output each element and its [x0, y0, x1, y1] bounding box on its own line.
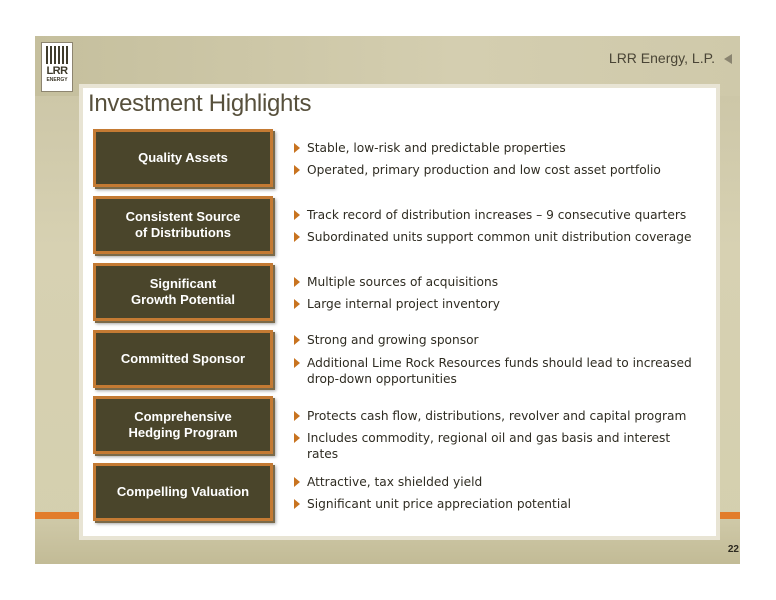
- bullet-item: [294, 332, 694, 348]
- company-name: LRR Energy, L.P.: [608, 50, 715, 66]
- logo-derrick-icon: [46, 46, 68, 64]
- bullet-item: [294, 408, 694, 424]
- bullet-arrow-icon: [294, 499, 300, 509]
- bullet-item: [294, 274, 694, 290]
- bullet-arrow-icon: [294, 358, 300, 368]
- bullet-text: Strong and growing sponsor: [307, 333, 479, 347]
- highlight-box-quality-assets: Quality Assets: [93, 129, 273, 187]
- bullet-text: Attractive, tax shielded yield: [307, 475, 483, 489]
- bullet-text: Multiple sources of acquisitions: [307, 275, 499, 289]
- bullet-text: Significant unit price appreciation potential: [307, 497, 572, 511]
- page-title: Investment Highlights: [88, 90, 312, 117]
- bullet-arrow-icon: [294, 210, 300, 220]
- bullet-text: Large internal project inventory: [307, 297, 500, 311]
- bullet-text: Subordinated units support common unit distribution coverage: [307, 230, 692, 244]
- bullet-item: [294, 474, 694, 490]
- bullet-item: [294, 296, 694, 312]
- bullet-arrow-icon: [294, 299, 300, 309]
- bullet-arrow-icon: [294, 411, 300, 421]
- bullet-text: Operated, primary production and low cost asset portfolio: [307, 163, 661, 177]
- bullet-item: [294, 207, 694, 223]
- bullet-text: Additional Lime Rock Resources funds should lead to increased drop-down opportunities: [307, 356, 692, 386]
- page-number: 22: [727, 544, 739, 555]
- triangle-left-icon: [724, 54, 732, 64]
- bullet-arrow-icon: [294, 335, 300, 345]
- bullet-item: [294, 430, 694, 462]
- bullet-arrow-icon: [294, 165, 300, 175]
- bullet-arrow-icon: [294, 277, 300, 287]
- bullet-arrow-icon: [294, 143, 300, 153]
- highlight-box-hedging-program: Comprehensive Hedging Program: [93, 396, 273, 454]
- highlight-box-committed-sponsor: Committed Sponsor: [93, 330, 273, 388]
- bullet-item: [294, 229, 694, 245]
- bullet-item: [294, 496, 694, 512]
- logo-subtext: ENERGY: [46, 77, 68, 83]
- highlight-box-consistent-source: Consistent Source of Distributions: [93, 196, 273, 254]
- bullet-item: [294, 355, 694, 387]
- bullet-arrow-icon: [294, 477, 300, 487]
- highlight-box-growth-potential: Significant Growth Potential: [93, 263, 273, 321]
- bullet-item: [294, 162, 694, 178]
- company-logo: [41, 42, 73, 92]
- bullet-arrow-icon: [294, 232, 300, 242]
- bullet-text: Stable, low-risk and predictable properties: [307, 141, 566, 155]
- bullet-item: [294, 140, 694, 156]
- bullet-text: Includes commodity, regional oil and gas basis and interest rates: [307, 431, 671, 461]
- bullet-text: Protects cash flow, distributions, revolver and capital program: [307, 409, 687, 423]
- bullet-text: Track record of distribution increases – 9 consecutive quarters: [307, 208, 687, 222]
- bullet-arrow-icon: [294, 433, 300, 443]
- logo-text: LRR: [46, 65, 68, 77]
- highlight-box-compelling-valuation: Compelling Valuation: [93, 463, 273, 521]
